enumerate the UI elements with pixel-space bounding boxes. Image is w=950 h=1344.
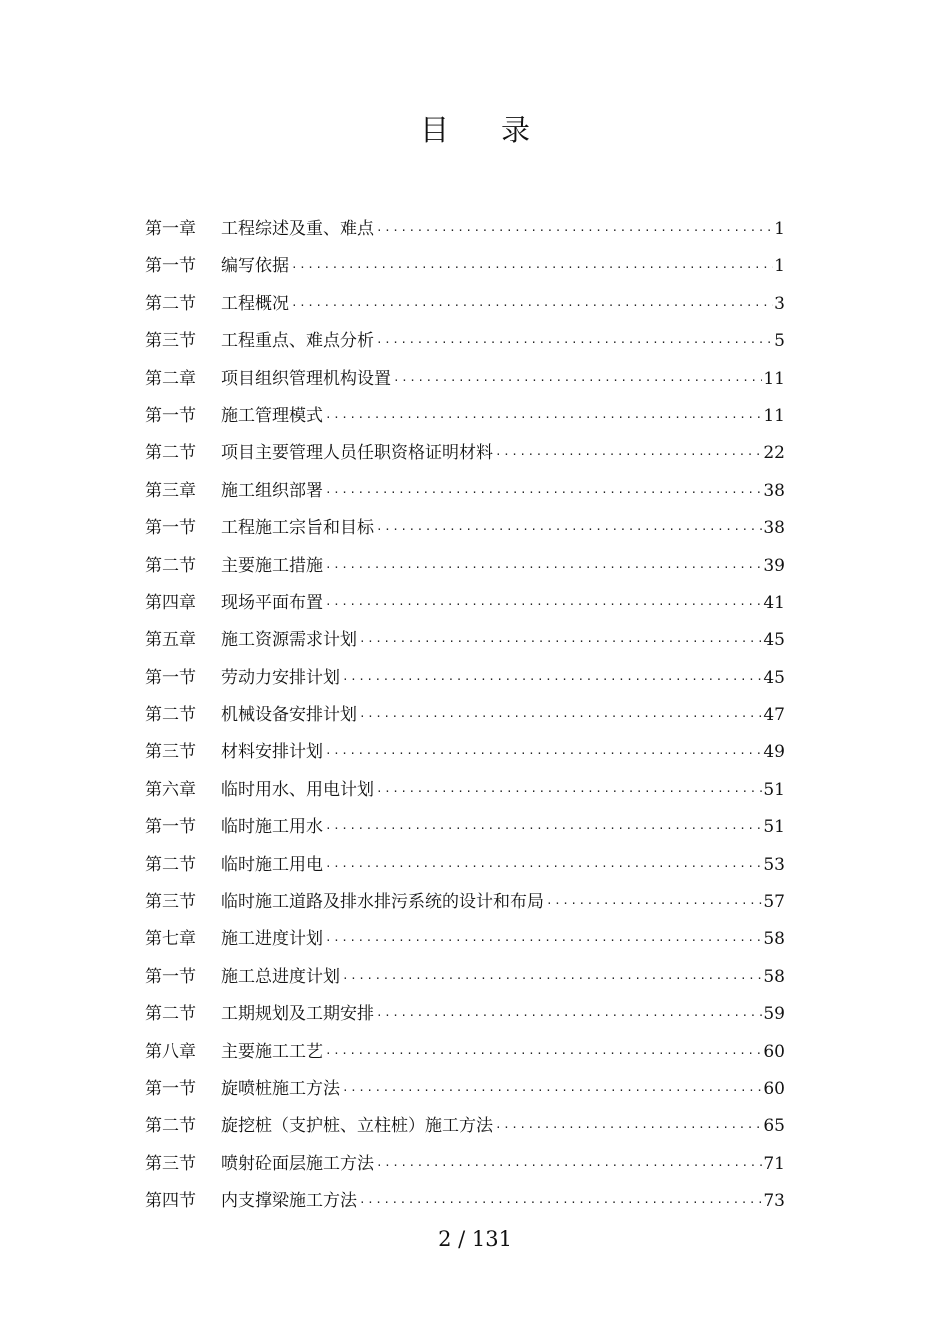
toc-entry[interactable] [145,326,785,363]
toc-leader-dots [323,747,762,760]
toc-entry-title: 材料安排计划 [221,742,323,763]
toc-leader-dots [289,261,773,274]
toc-entry-page: 60 [763,1041,785,1062]
toc-entry-page: 41 [763,592,785,613]
toc-entry-page: 71 [763,1153,785,1174]
toc-entry-page: 60 [763,1078,785,1099]
toc-entry-number: 第三节 [145,742,196,763]
toc-entry-page: 73 [763,1191,785,1212]
toc-entry-page: 49 [763,742,785,763]
toc-entry-number: 第一章 [145,219,196,239]
toc-entry-page: 65 [763,1116,785,1137]
toc-entry-title: 主要施工工艺 [221,1041,323,1062]
toc-entry[interactable] [145,812,785,849]
toc-entry-page: 47 [763,705,785,726]
toc-leader-dots [374,224,773,237]
toc-leader-dots [374,785,762,798]
toc-leader-dots [323,598,762,611]
toc-entry[interactable] [145,700,785,737]
toc-entry-number: 第八章 [145,1041,196,1062]
toc-entry-title: 临时施工用电 [221,854,323,875]
toc-entry-number: 第四章 [145,592,196,613]
toc-entry[interactable] [145,1186,785,1223]
toc-entry-number: 第二节 [145,555,196,576]
toc-entry-number: 第二节 [145,1116,196,1137]
toc-leader-dots [323,486,762,499]
toc-leader-dots [323,561,762,574]
toc-entry[interactable] [145,401,785,438]
toc-entry-page: 53 [763,854,785,875]
toc-entry[interactable] [145,1111,785,1148]
toc-leader-dots [323,411,762,424]
toc-entry[interactable] [145,1037,785,1074]
toc-entry-number: 第三节 [145,1153,196,1174]
toc-entry[interactable] [145,737,785,774]
toc-entry-page: 3 [774,293,785,314]
toc-entry-page: 51 [763,817,785,838]
toc-entry-number: 第七章 [145,929,196,950]
toc-entry[interactable] [145,588,785,625]
toc-leader-dots [493,1121,762,1134]
toc-leader-dots [374,1009,762,1022]
toc-entry-number: 第一节 [145,817,196,838]
toc-entry-page: 22 [763,443,785,464]
toc-entry[interactable] [145,999,785,1036]
toc-entry[interactable] [145,214,785,251]
toc-entry-page: 38 [763,480,785,501]
toc-leader-dots [289,299,773,312]
toc-entry-title: 机械设备安排计划 [221,705,357,726]
toc-entry-title: 工程综述及重、难点 [221,219,374,239]
table-of-contents [145,214,785,1224]
toc-entry-page: 1 [774,219,785,239]
toc-entry[interactable] [145,887,785,924]
toc-title [0,108,950,149]
toc-entry-number: 第一节 [145,518,196,539]
toc-entry-title: 编写依据 [221,256,289,277]
toc-entry-title: 施工管理模式 [221,405,323,426]
toc-entry-title: 主要施工措施 [221,555,323,576]
toc-entry-title: 旋喷桩施工方法 [221,1078,340,1099]
page-indicator: 2 / 131 [438,1227,512,1251]
toc-entry-page: 45 [763,667,785,688]
toc-leader-dots [323,860,762,873]
toc-entry-number: 第三章 [145,480,196,501]
toc-entry[interactable] [145,551,785,588]
toc-entry-number: 第三节 [145,892,196,913]
toc-entry-page: 58 [763,966,785,987]
toc-leader-dots [340,1084,762,1097]
toc-entry-number: 第四节 [145,1191,196,1212]
toc-entry-page: 57 [763,892,785,913]
toc-entry-number: 第三节 [145,331,196,352]
toc-leader-dots [340,673,762,686]
toc-entry-title: 施工进度计划 [221,929,323,950]
toc-entry[interactable] [145,251,785,288]
toc-leader-dots [374,1159,762,1172]
toc-entry[interactable] [145,289,785,326]
toc-entry-title: 施工总进度计划 [221,966,340,987]
toc-entry[interactable] [145,364,785,401]
toc-entry-number: 第二节 [145,293,196,314]
toc-entry[interactable] [145,962,785,999]
toc-entry-title: 临时用水、用电计划 [221,779,374,800]
toc-entry-number: 第五章 [145,630,196,651]
toc-entry[interactable] [145,625,785,662]
toc-entry-page: 45 [763,630,785,651]
toc-entry[interactable] [145,513,785,550]
toc-entry[interactable] [145,1074,785,1111]
toc-entry-title: 内支撑梁施工方法 [221,1191,357,1212]
toc-entry-title: 旋挖桩（支护桩、立柱桩）施工方法 [221,1116,493,1137]
toc-leader-dots [323,934,762,947]
toc-leader-dots [357,1196,762,1209]
toc-leader-dots [493,448,762,461]
toc-entry-number: 第一节 [145,256,196,277]
toc-leader-dots [544,897,762,910]
toc-entry-number: 第一节 [145,405,196,426]
toc-leader-dots [357,710,762,723]
toc-entry-title: 工期规划及工期安排 [221,1004,374,1025]
toc-entry-page: 39 [763,555,785,576]
toc-entry-title: 施工组织部署 [221,480,323,501]
toc-leader-dots [357,635,762,648]
toc-entry-page: 11 [763,368,785,389]
toc-entry[interactable] [145,775,785,812]
toc-entry-page: 11 [763,405,785,426]
toc-title-char-2: 录 [501,113,531,147]
toc-leader-dots [374,336,773,349]
toc-entry-page: 1 [774,256,785,277]
toc-entry-title: 临时施工道路及排水排污系统的设计和布局 [221,892,544,913]
toc-entry[interactable] [145,1149,785,1186]
toc-entry-number: 第二章 [145,368,196,389]
toc-entry-title: 施工资源需求计划 [221,630,357,651]
toc-leader-dots [391,374,762,387]
toc-entry[interactable] [145,476,785,513]
toc-entry[interactable] [145,438,785,475]
toc-entry-title: 现场平面布置 [221,592,323,613]
toc-entry[interactable] [145,663,785,700]
toc-entry-title: 项目组织管理机构设置 [221,368,391,389]
toc-entry-title: 工程概况 [221,293,289,314]
toc-entry-number: 第二节 [145,1004,196,1025]
toc-title-char-1: 目 [419,113,449,147]
toc-entry-page: 5 [774,331,785,352]
toc-entry-title: 工程重点、难点分析 [221,331,374,352]
toc-entry-number: 第一节 [145,1078,196,1099]
toc-entry-title: 喷射砼面层施工方法 [221,1153,374,1174]
toc-entry-page: 38 [763,518,785,539]
toc-entry[interactable] [145,850,785,887]
toc-entry-number: 第一节 [145,667,196,688]
toc-entry-page: 51 [763,779,785,800]
toc-leader-dots [340,972,762,985]
toc-entry[interactable] [145,924,785,961]
toc-entry-number: 第二节 [145,854,196,875]
toc-entry-number: 第一节 [145,966,196,987]
toc-leader-dots [374,523,762,536]
toc-entry-page: 59 [763,1004,785,1025]
toc-entry-title: 工程施工宗旨和目标 [221,518,374,539]
toc-entry-page: 58 [763,929,785,950]
toc-entry-title: 项目主要管理人员任职资格证明材料 [221,443,493,464]
toc-leader-dots [323,822,762,835]
toc-leader-dots [323,1047,762,1060]
toc-entry-number: 第二节 [145,443,196,464]
toc-entry-number: 第六章 [145,779,196,800]
toc-entry-number: 第二节 [145,705,196,726]
toc-entry-title: 劳动力安排计划 [221,667,340,688]
toc-entry-title: 临时施工用水 [221,817,323,838]
